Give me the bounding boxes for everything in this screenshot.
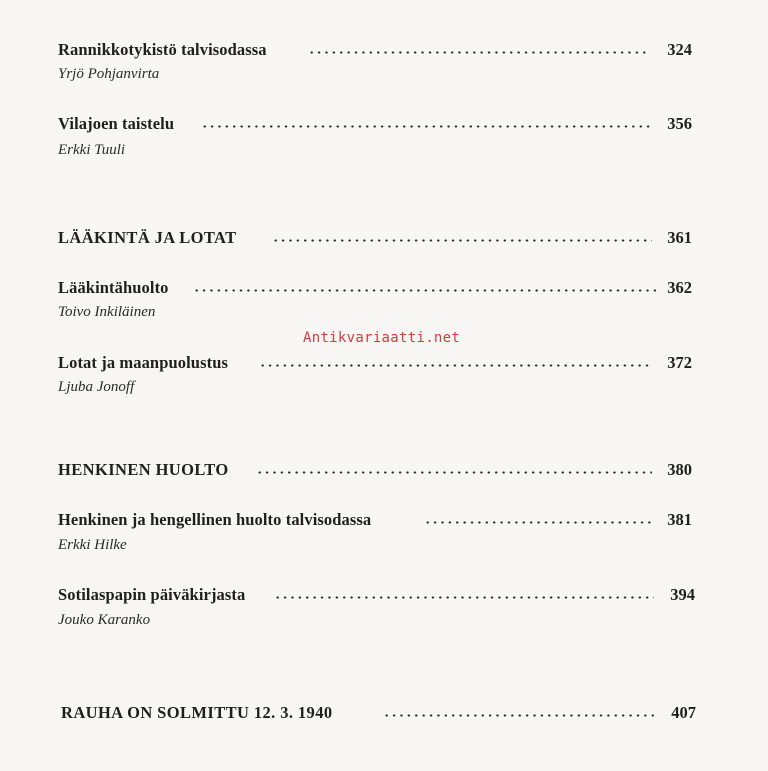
entry-page-number: 356: [667, 114, 692, 133]
dot-leader: [383, 714, 655, 717]
entry-title: Henkinen ja hengellinen huolto talvisodassa: [58, 510, 372, 529]
entry-author: Erkki Tuuli: [58, 142, 126, 158]
dot-leader: [272, 239, 652, 242]
entry-author: Jouko Karanko: [58, 612, 151, 628]
dot-leader: [201, 125, 650, 128]
toc-entry: [0, 114, 768, 138]
dot-leader: [308, 51, 650, 54]
toc-entry: [0, 40, 768, 64]
entry-title: Rannikkotykistö talvisodassa: [58, 40, 267, 59]
toc-entry: [0, 278, 768, 302]
section-title: HENKINEN HUOLTO: [58, 460, 229, 479]
toc-entry: [0, 510, 768, 534]
watermark-text: Antikvariaatti.net: [303, 330, 461, 346]
toc-entry: [0, 585, 768, 609]
entry-page-number: 362: [667, 278, 692, 297]
section-title: RAUHA ON SOLMITTU 12. 3. 1940: [61, 703, 333, 722]
section-page-number: 361: [667, 228, 692, 247]
section-title: LÄÄKINTÄ JA LOTAT: [58, 228, 237, 247]
toc-section-heading: [0, 460, 768, 484]
section-page-number: 380: [667, 460, 692, 479]
entry-author: Toivo Inkiläinen: [58, 304, 156, 320]
dot-leader: [424, 521, 652, 524]
toc-section-heading: [0, 228, 768, 252]
entry-title: Lotat ja maanpuolustus: [58, 353, 228, 372]
entry-page-number: 372: [667, 353, 692, 372]
entry-author: Erkki Hilke: [58, 537, 127, 553]
dot-leader: [193, 289, 659, 292]
dot-leader: [259, 364, 652, 367]
toc-entry: [0, 353, 768, 377]
entry-title: Sotilaspapin päiväkirjasta: [58, 585, 246, 604]
section-page-number: 407: [671, 703, 696, 722]
entry-title: Vilajoen taistelu: [58, 114, 175, 133]
entry-title: Lääkintähuolto: [58, 278, 169, 297]
entry-author: Ljuba Jonoff: [58, 379, 135, 395]
dot-leader: [256, 471, 652, 474]
dot-leader: [274, 596, 654, 599]
toc-section-heading: [0, 703, 768, 727]
entry-page-number: 381: [667, 510, 692, 529]
entry-author: Yrjö Pohjanvirta: [58, 66, 160, 82]
entry-page-number: 324: [667, 40, 692, 59]
entry-page-number: 394: [670, 585, 695, 604]
